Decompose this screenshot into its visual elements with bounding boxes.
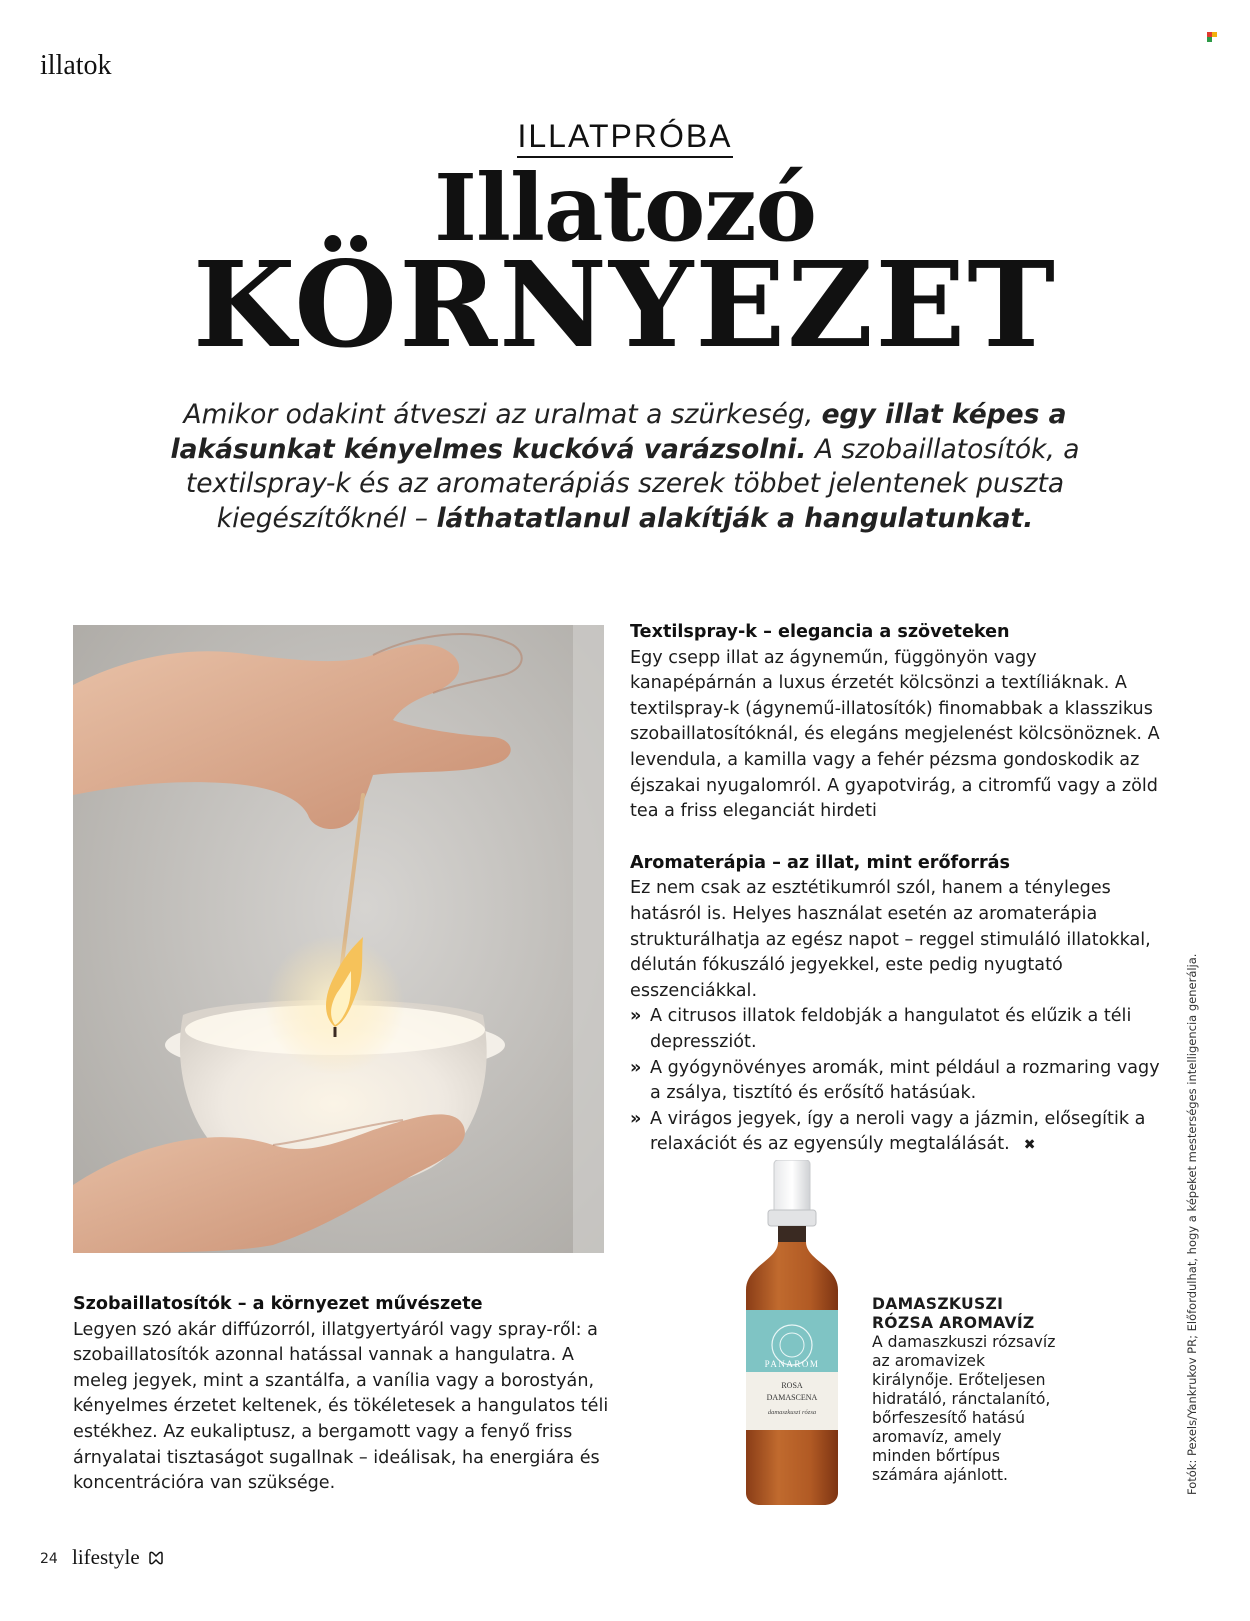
rose-water-bottle-image xyxy=(732,1160,852,1505)
aroma-bullet-2: » A gyógynövényes aromák, mint például a rozmaring vagy a zsálya, tisztító és erősítő hatásúak. xyxy=(630,1057,1160,1104)
right-column xyxy=(630,620,1160,1159)
aroma-section xyxy=(630,851,1160,1159)
textile-body: Egy csepp illat az ágyneműn, függönyön vagy kanapépárnán a luxus érzetét kölcsönzi a textíliáknak. A textilspray-k (ágynemű-illatosítók) finomabbak a klasszikus szobaillatosítóknál, és elegáns megjelenést kölcsönöznek. A levendula, a kamilla vagy a fehér pézsma gondoskodik az éjszakai nyugalomról. A gyapotvirág, a citromfű vagy a zöld tea a friss eleganciát hirdeti xyxy=(630,647,1160,822)
aroma-body: Ez nem csak az esztétikumról szól, hanem a tényleges hatásról is. Helyes használat esetén az aromaterápia strukturálhatja az egész napot – reggel stimuláló illatokkal, délután fókuszáló jegyekkel, este pedig nyugtató esszenciákkal. xyxy=(630,878,1151,1001)
label-line1: ROSA xyxy=(781,1381,803,1390)
article-kicker: ILLATPRÓBA xyxy=(0,118,1250,155)
label-line3: damaszkuszi rózsa xyxy=(767,1409,817,1416)
room-section xyxy=(73,1292,613,1497)
photo-credit: Fotók: Pexels/Yankrukov PR; Előfordulhat, hogy a képeket mesterséges intelligencia generálja. xyxy=(1185,953,1199,1495)
bullet-marker-icon: » xyxy=(630,1057,642,1078)
aroma-heading: Aromaterápia – az illat, mint erőforrás xyxy=(630,852,1011,873)
article-end-icon: ✖ xyxy=(1023,1137,1036,1154)
label-line2: DAMASCENA xyxy=(766,1393,818,1402)
candle-illustration xyxy=(73,625,604,1253)
bullet-marker-icon: » xyxy=(630,1006,642,1027)
section-tag: illatok xyxy=(40,50,112,81)
footer-brand: lifestyle xyxy=(72,1545,140,1569)
brand-mark-icon xyxy=(148,1550,164,1566)
product-name: DAMASZKUSZI RÓZSA AROMAVÍZ xyxy=(872,1295,1035,1332)
candle-photo xyxy=(73,625,604,1253)
label-brand: PANAROM xyxy=(764,1359,820,1369)
room-body: Legyen szó akár diffúzorról, illatgyertyáról vagy spray-ről: a szobaillatosítók azonnal hatással vannak a hangulatra. A meleg jegyek, mint a szantálfa, a vanília vagy a borostyán, kényelmes érzetet keltenek, és tökéletesek a hangulatos téli estékhez. Az eukaliptusz, a bergamott vagy a fenyő friss árnyalatai tisztaságot sugallnak – ideálisak, ha energiára és koncentrációra van szüksége. xyxy=(73,1319,609,1494)
article-title-line2: KÖRNYEZET xyxy=(192,235,1058,374)
aroma-bullet-3: » A virágos jegyek, így a neroli vagy a jázmin, elősegítik a relaxációt és az egyensúly megtalálását. ✖ xyxy=(630,1107,1160,1159)
publisher-logo-icon xyxy=(1207,32,1217,42)
product-blurb xyxy=(872,1295,1062,1485)
bullet-marker-icon: » xyxy=(630,1108,642,1129)
lead-paragraph: Amikor odakint átveszi az uralmat a szürkeség, egy illat képes a lakásunkat kényelmes kuckóvá varázsolni. A szobaillatosítók, a textilspray-k és az aromaterápiás szerek többet jelentenek puszta kiegészítőknél – láthatatlanul alakítják a hangulatunkat. xyxy=(170,399,1080,534)
aroma-bullet-1: » A citrusos illatok feldobják a hangulatot és elűzik a téli depressziót. xyxy=(630,1006,1132,1052)
textile-section xyxy=(630,620,1160,825)
room-heading: Szobaillatosítók – a környezet művészete xyxy=(73,1294,483,1314)
page-number: 24 xyxy=(40,1551,58,1567)
textile-heading: Textilspray-k – elegancia a szöveteken xyxy=(630,622,1010,642)
article-title-line1: Illatozó xyxy=(433,154,816,262)
aroma-bullets xyxy=(630,1004,1160,1159)
product-desc: A damaszkuszi rózsavíz az aromavizek királynője. Erőteljesen hidratáló, ránctalanító, bőrfeszesítő hatású aromavíz, amely minden bőrtípus számára ajánlott. xyxy=(872,1333,1056,1484)
